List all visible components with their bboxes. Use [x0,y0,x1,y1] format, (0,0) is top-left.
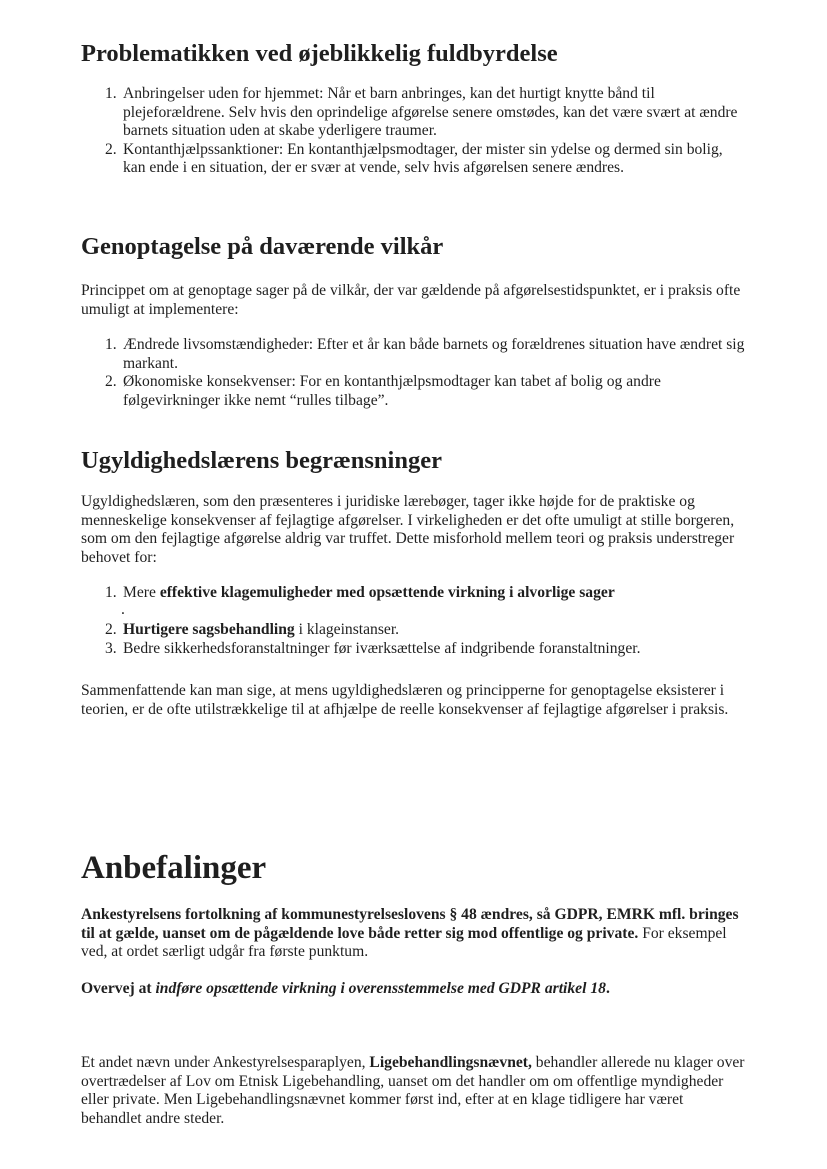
section-heading: Problematikken ved øjeblikkelig fuldbyrdelse [81,40,558,67]
list-item: 1. Ændrede livsomstændigheder: Efter et år kan både barnets og forældrenes situation have ændret sig markant. [105,336,745,372]
paragraph: Overvej at indføre opsættende virkning i overensstemmelse med GDPR artikel 18. [81,980,610,997]
numbered-list [81,336,746,410]
paragraph: Ankestyrelsens fortolkning af kommunestyrelseslovens § 48 ændres, så GDPR, EMRK mfl. bringes til at gælde, uanset om de pågældende love både retter sig mod offentlige og private. For eksempel ved, at ordet særligt udgår fra første punktum. [81,906,739,960]
list-item: 1. Anbringelser uden for hjemmet: Når et barn anbringes, kan det hurtigt knytte bånd til plejeforældrene. Selv hvis den oprindelige afgørelse senere omstødes, kan det være svært at ændre barnets situation uden at skabe yderligere traumer. [105,85,738,139]
section-heading: Genoptagelse på daværende vilkår [81,233,444,260]
paragraph: Sammenfattende kan man sige, at mens ugyldighedslæren og principperne for genoptagelse eksisterer i teorien, er de ofte utilstrækkelige til at afhjælpe de reelle konsekvenser af fejlagtige afgørelser i praksis. [81,682,729,718]
list-item: 3. Bedre sikkerhedsforanstaltninger før iværksættelse af indgribende foranstaltninger. [105,639,641,657]
list-item: 2. Kontanthjælpssanktioner: En kontanthjælpsmodtager, der mister sin ydelse og dermed sin bolig, kan ende i en situation, der er svær at vende, selv hvis afgørelsen senere ændres. [105,140,723,176]
chapter-heading: Anbefalinger [81,850,267,886]
section-heading: Ugyldighedslærens begrænsninger [81,447,442,474]
paragraph: Princippet om at genoptage sager på de vilkår, der var gældende på afgørelsestidspunktet, er i praksis ofte umuligt at implementere: [81,282,741,318]
numbered-list [81,584,746,658]
list-item: 2. Økonomiske konsekvenser: For en kontanthjælpsmodtager kan tabet af bolig og andre følgevirkninger ikke nemt “rulles tilbage”. [105,373,661,409]
paragraph: Ugyldighedslæren, som den præsenteres i juridiske lærebøger, tager ikke højde for de praktiske og menneskelige konsekvenser af fejlagtige afgørelser. I virkeligheden er det ofte umuligt at stille borgeren, som om den fejlagtige afgørelse aldrig var truffet. Dette misforhold mellem teori og praksis understreger behovet for: [81,493,735,566]
paragraph: Et andet nævn under Ankestyrelsesparaplyen, Ligebehandlingsnævnet, behandler allerede nu klager over overtrædelser af Lov om Etnisk Ligebehandling, uanset om det handler om om offentlige myndigheder eller private. Men Ligebehandlingsnævnet kommer først ind, efter at en klage tidligere har været behandlet andre steder. [81,1054,745,1127]
list-item: 1. Mere effektive klagemuligheder med opsættende virkning i alvorlige sager . [105,584,615,618]
list-item: 2. Hurtigere sagsbehandling i klageinstanser. [105,621,400,638]
numbered-list [81,85,746,178]
